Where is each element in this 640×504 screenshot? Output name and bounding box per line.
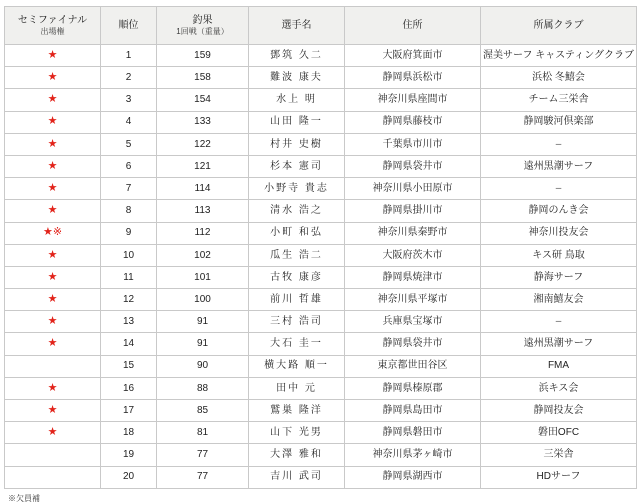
table-row	[5, 133, 637, 155]
player-name-cell: 鷲巣 隆洋	[249, 400, 345, 422]
catch-weight-cell: 77	[157, 444, 249, 466]
catch-weight-cell: 85	[157, 400, 249, 422]
table-row	[5, 333, 637, 355]
address-cell: 兵庫県宝塚市	[345, 311, 481, 333]
catch-weight-cell: 113	[157, 200, 249, 222]
player-name-cell: 村井 史樹	[249, 133, 345, 155]
star-icon: ★	[47, 159, 58, 172]
club-cell: 静岡駿河倶楽部	[481, 111, 637, 133]
player-name-cell: 山下 光男	[249, 422, 345, 444]
column-header-club: 所属クラブ	[481, 7, 637, 45]
semifinal-qualification-cell	[5, 133, 101, 155]
player-name-cell: 前川 哲雄	[249, 289, 345, 311]
table-row	[5, 466, 637, 488]
table-header	[5, 7, 637, 45]
semifinal-qualification-cell	[5, 266, 101, 288]
club-cell: キス研 鳥取	[481, 244, 637, 266]
table-row	[5, 222, 637, 244]
catch-weight-cell: 121	[157, 155, 249, 177]
club-cell: 静岡投友会	[481, 400, 637, 422]
semifinal-qualification-cell	[5, 466, 101, 488]
catch-weight-cell: 114	[157, 178, 249, 200]
table-row	[5, 200, 637, 222]
semifinal-qualification-cell	[5, 377, 101, 399]
column-header-catch: 釣果 1回戦（重量）	[157, 7, 249, 45]
table-row	[5, 67, 637, 89]
catch-weight-cell: 101	[157, 266, 249, 288]
table-row	[5, 45, 637, 67]
rank-cell: 11	[101, 266, 157, 288]
asterisk-mark-icon: ※	[52, 226, 63, 239]
tournament-results-table	[4, 6, 637, 489]
club-cell: HDサーフ	[481, 466, 637, 488]
club-cell: 遠州黒潮サーフ	[481, 333, 637, 355]
address-cell: 静岡県湖西市	[345, 466, 481, 488]
player-name-cell: 三村 浩司	[249, 311, 345, 333]
catch-weight-cell: 91	[157, 311, 249, 333]
player-name-cell: 吉川 武司	[249, 466, 345, 488]
table-row	[5, 111, 637, 133]
rank-cell: 13	[101, 311, 157, 333]
star-icon: ★	[47, 315, 58, 328]
address-cell: 静岡県袋井市	[345, 155, 481, 177]
player-name-cell: 田中 元	[249, 377, 345, 399]
player-name-cell: 鄧筑 久二	[249, 45, 345, 67]
star-icon: ★	[47, 93, 58, 106]
table-row	[5, 289, 637, 311]
semifinal-qualification-cell	[5, 444, 101, 466]
address-cell: 大阪府箕面市	[345, 45, 481, 67]
semifinal-qualification-cell	[5, 333, 101, 355]
table-row	[5, 266, 637, 288]
address-cell: 神奈川県平塚市	[345, 289, 481, 311]
column-header-rank: 順位	[101, 7, 157, 45]
address-cell: 千葉県市川市	[345, 133, 481, 155]
rank-cell: 1	[101, 45, 157, 67]
club-cell: 浜キス会	[481, 377, 637, 399]
player-name-cell: 小野寺 貴志	[249, 178, 345, 200]
address-cell: 静岡県榛原郡	[345, 377, 481, 399]
catch-weight-cell: 154	[157, 89, 249, 111]
rank-cell: 4	[101, 111, 157, 133]
address-cell: 静岡県浜松市	[345, 67, 481, 89]
club-cell: –	[481, 133, 637, 155]
address-cell: 東京都世田谷区	[345, 355, 481, 377]
rank-cell: 19	[101, 444, 157, 466]
star-icon: ★	[47, 426, 58, 439]
semifinal-qualification-cell	[5, 244, 101, 266]
catch-weight-cell: 91	[157, 333, 249, 355]
rank-cell: 9	[101, 222, 157, 244]
semifinal-qualification-cell	[5, 311, 101, 333]
star-icon: ★	[47, 292, 58, 305]
player-name-cell: 水上 明	[249, 89, 345, 111]
club-cell: 磐田OFC	[481, 422, 637, 444]
table-row	[5, 400, 637, 422]
address-cell: 静岡県掛川市	[345, 200, 481, 222]
club-cell: 湘南鱚友会	[481, 289, 637, 311]
catch-weight-cell: 112	[157, 222, 249, 244]
club-cell: 浜松 冬鱚会	[481, 67, 637, 89]
rank-cell: 12	[101, 289, 157, 311]
address-cell: 神奈川県小田原市	[345, 178, 481, 200]
catch-weight-cell: 77	[157, 466, 249, 488]
catch-weight-cell: 88	[157, 377, 249, 399]
address-cell: 静岡県島田市	[345, 400, 481, 422]
catch-weight-cell: 133	[157, 111, 249, 133]
star-icon: ★	[47, 48, 58, 61]
table-row	[5, 155, 637, 177]
address-cell: 静岡県焼津市	[345, 266, 481, 288]
address-cell: 神奈川県茅ヶ崎市	[345, 444, 481, 466]
semifinal-qualification-cell	[5, 111, 101, 133]
club-cell: 三栄舎	[481, 444, 637, 466]
player-name-cell: 清水 浩之	[249, 200, 345, 222]
rank-cell: 10	[101, 244, 157, 266]
rank-cell: 6	[101, 155, 157, 177]
rank-cell: 18	[101, 422, 157, 444]
club-cell: 渥美サーフ キャスティングクラブ	[481, 45, 637, 67]
star-icon: ★	[42, 226, 53, 239]
star-icon: ★	[47, 115, 58, 128]
rank-cell: 3	[101, 89, 157, 111]
star-icon: ★	[47, 270, 58, 283]
address-cell: 静岡県袋井市	[345, 333, 481, 355]
column-header-address: 住所	[345, 7, 481, 45]
club-cell: FMA	[481, 355, 637, 377]
table-row	[5, 444, 637, 466]
star-icon: ★	[47, 337, 58, 350]
semifinal-qualification-cell	[5, 155, 101, 177]
rank-cell: 2	[101, 67, 157, 89]
club-cell: 遠州黒潮サーフ	[481, 155, 637, 177]
semifinal-qualification-cell	[5, 67, 101, 89]
rank-cell: 17	[101, 400, 157, 422]
semifinal-qualification-cell	[5, 200, 101, 222]
rank-cell: 5	[101, 133, 157, 155]
club-cell: 静岡のんき会	[481, 200, 637, 222]
rank-cell: 8	[101, 200, 157, 222]
table-row	[5, 422, 637, 444]
rank-cell: 20	[101, 466, 157, 488]
address-cell: 静岡県藤枝市	[345, 111, 481, 133]
column-header-semifinal: セミファイナル 出場権	[5, 7, 101, 45]
semifinal-qualification-cell	[5, 222, 101, 244]
semifinal-qualification-cell	[5, 355, 101, 377]
table-row	[5, 311, 637, 333]
column-header-player-name: 選手名	[249, 7, 345, 45]
rank-cell: 16	[101, 377, 157, 399]
rank-cell: 14	[101, 333, 157, 355]
table-row	[5, 377, 637, 399]
star-icon: ★	[47, 381, 58, 394]
semifinal-qualification-cell	[5, 400, 101, 422]
player-name-cell: 古牧 康彦	[249, 266, 345, 288]
table-row	[5, 178, 637, 200]
semifinal-qualification-cell	[5, 289, 101, 311]
player-name-cell: 横大路 順一	[249, 355, 345, 377]
player-name-cell: 難波 康夫	[249, 67, 345, 89]
player-name-cell: 杉本 憲司	[249, 155, 345, 177]
star-icon: ★	[47, 204, 58, 217]
address-cell: 静岡県磐田市	[345, 422, 481, 444]
star-icon: ★	[47, 248, 58, 261]
player-name-cell: 小町 和弘	[249, 222, 345, 244]
rank-cell: 7	[101, 178, 157, 200]
catch-weight-cell: 159	[157, 45, 249, 67]
catch-weight-cell: 81	[157, 422, 249, 444]
player-name-cell: 瓜生 浩二	[249, 244, 345, 266]
rank-cell: 15	[101, 355, 157, 377]
semifinal-qualification-cell	[5, 422, 101, 444]
table-row	[5, 355, 637, 377]
catch-weight-cell: 90	[157, 355, 249, 377]
footnote: ※欠員補	[8, 493, 40, 503]
club-cell: チーム三栄舎	[481, 89, 637, 111]
semifinal-qualification-cell	[5, 89, 101, 111]
star-icon: ★	[47, 181, 58, 194]
player-name-cell: 山田 隆一	[249, 111, 345, 133]
catch-weight-cell: 100	[157, 289, 249, 311]
address-cell: 神奈川県秦野市	[345, 222, 481, 244]
club-cell: 神奈川投友会	[481, 222, 637, 244]
catch-weight-cell: 158	[157, 67, 249, 89]
player-name-cell: 大石 圭一	[249, 333, 345, 355]
table-row	[5, 244, 637, 266]
address-cell: 神奈川県座間市	[345, 89, 481, 111]
catch-weight-cell: 102	[157, 244, 249, 266]
semifinal-qualification-cell	[5, 178, 101, 200]
address-cell: 大阪府茨木市	[345, 244, 481, 266]
semifinal-qualification-cell	[5, 45, 101, 67]
club-cell: –	[481, 178, 637, 200]
club-cell: 静海サーフ	[481, 266, 637, 288]
star-icon: ★	[47, 71, 58, 84]
star-icon: ★	[47, 403, 58, 416]
catch-weight-cell: 122	[157, 133, 249, 155]
table-row	[5, 89, 637, 111]
player-name-cell: 大澤 雅和	[249, 444, 345, 466]
table-body	[5, 45, 637, 489]
star-icon: ★	[47, 137, 58, 150]
club-cell: –	[481, 311, 637, 333]
header-row	[5, 7, 637, 45]
